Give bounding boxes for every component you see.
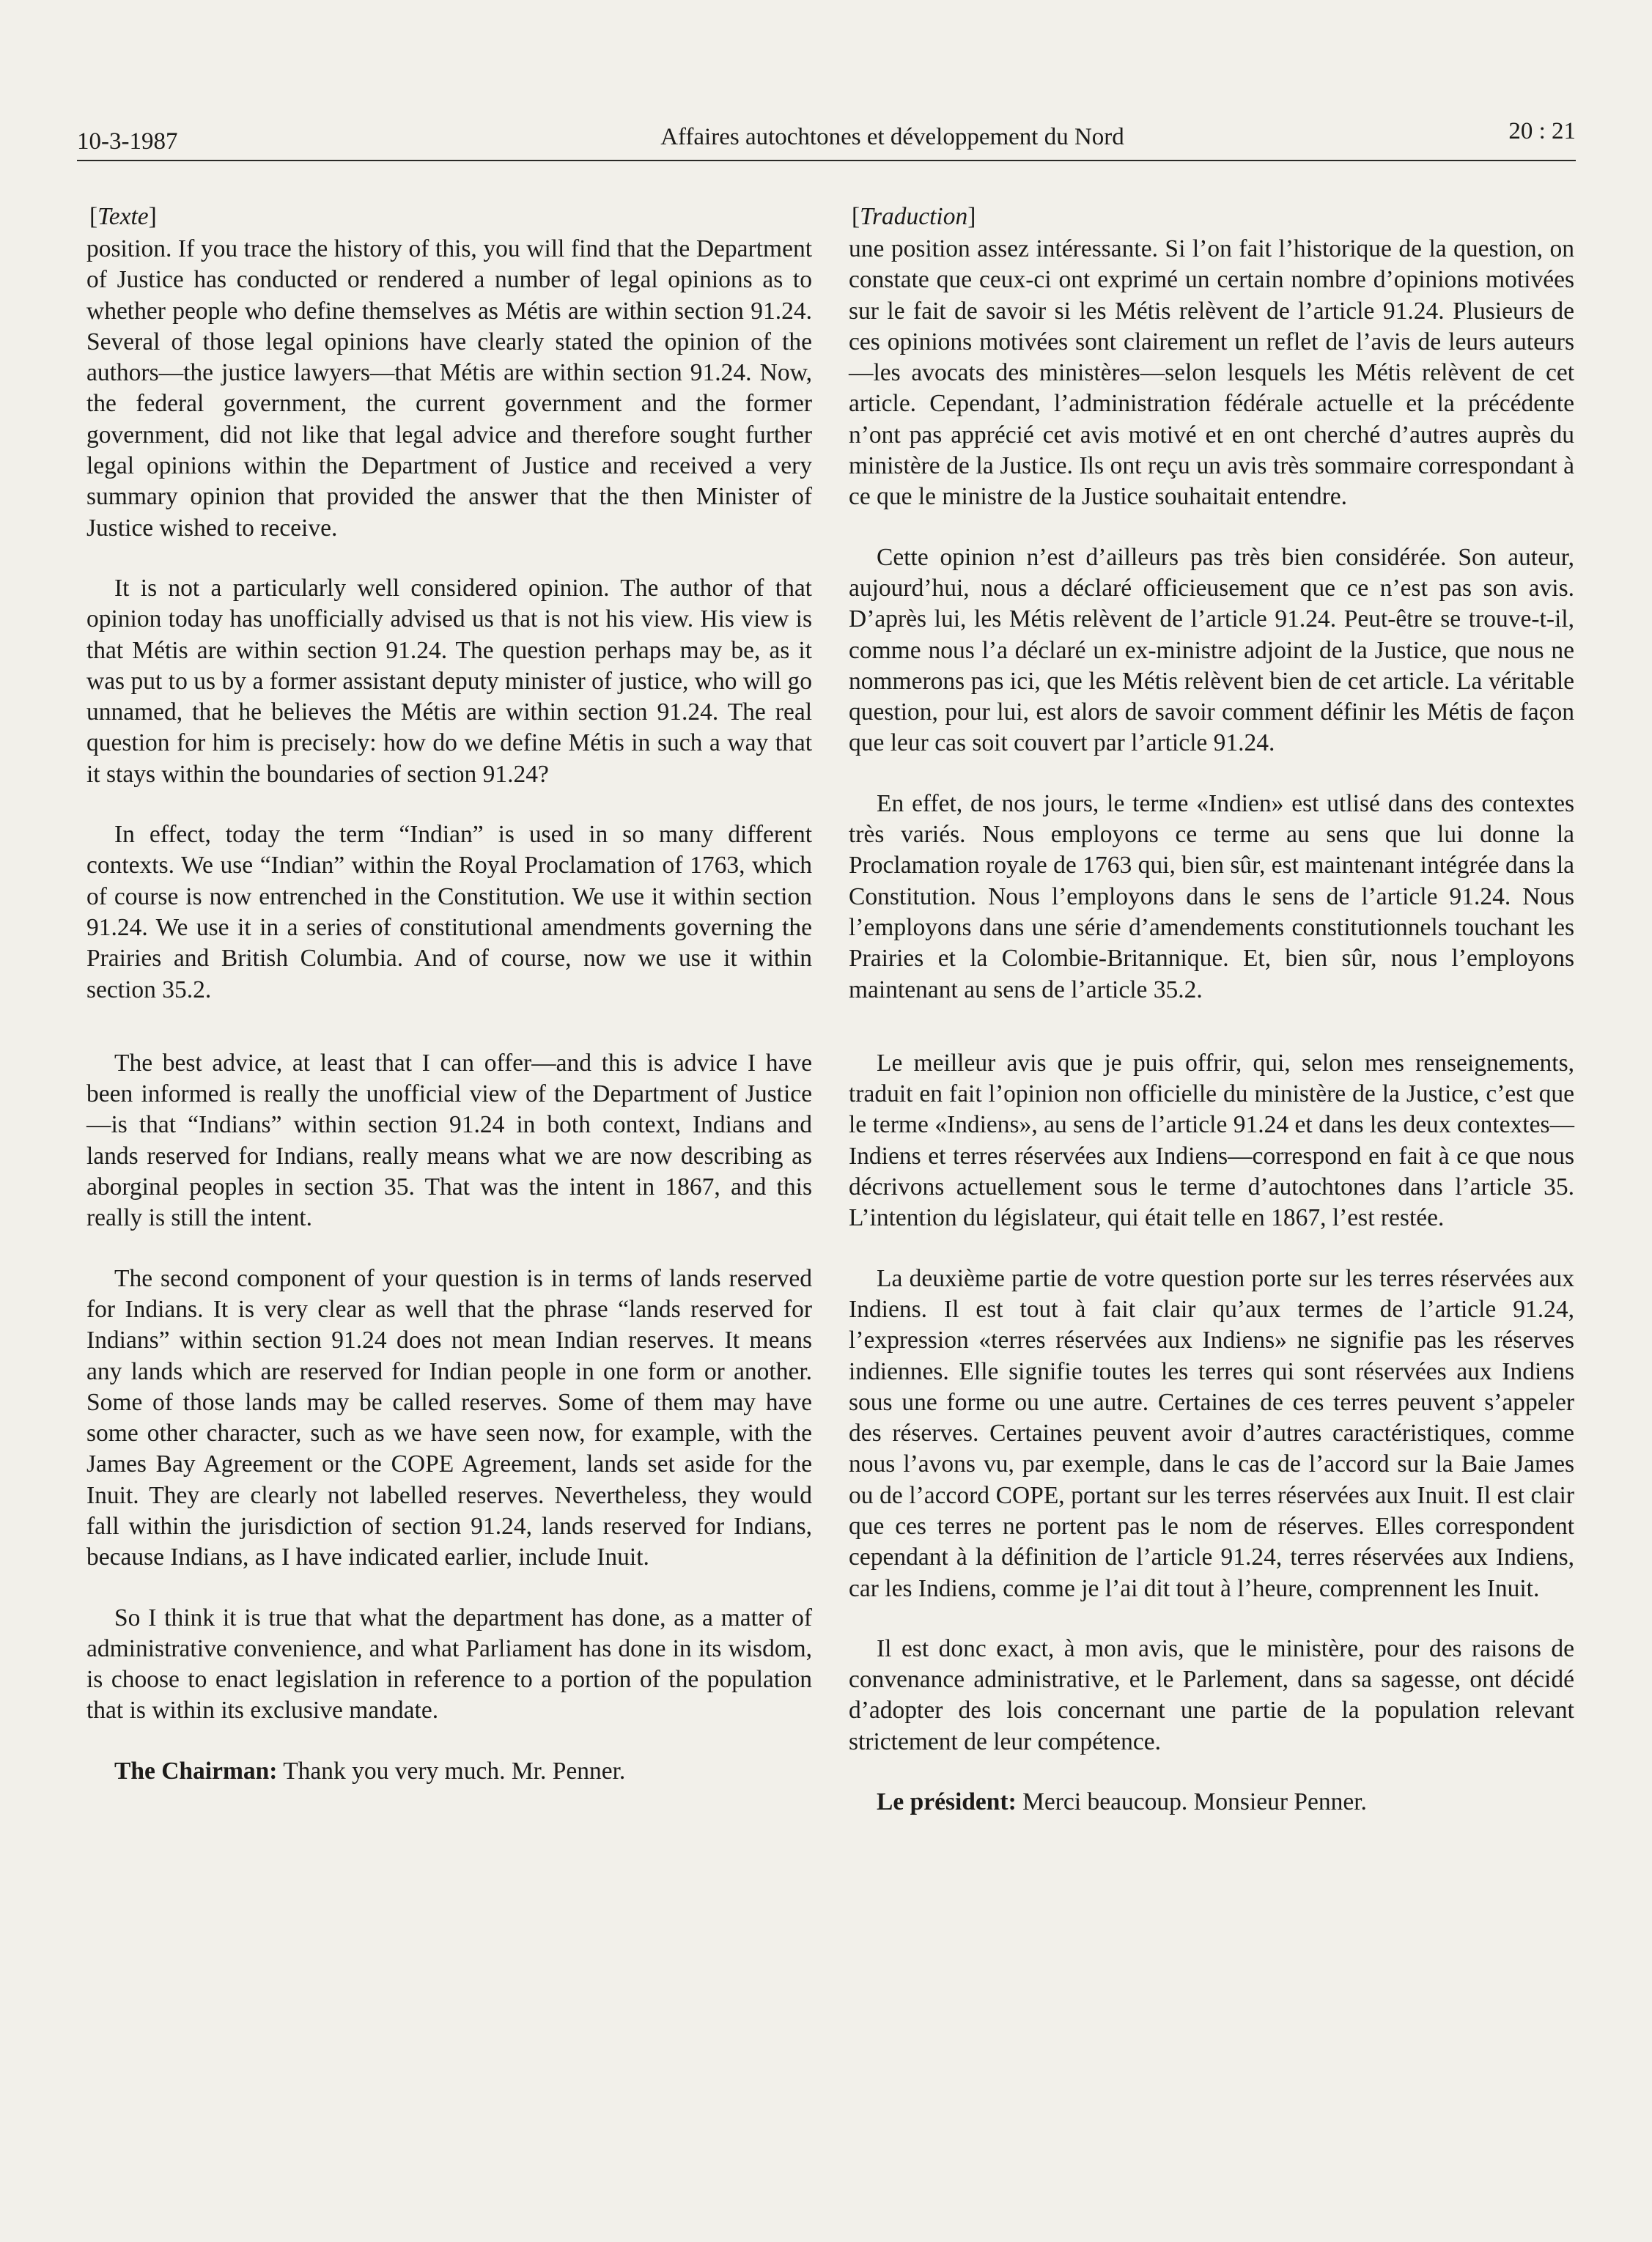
speaker-text: Thank you very much. Mr. Penner.	[277, 1757, 626, 1785]
paragraph: Le meilleur avis que je puis offrir, qui, selon mes renseignements, traduit en fait l’opinion non officielle du ministère de la Justice, c’est que le terme «Indiens», au sens de l’article 91.24 et dans les deux contextes—Indiens et terres réservées aux Indiens—correspond en fait à ce que nous décrivons actuellement sous le terme d’autochtones dans l’article 35. L’intention du législateur, qui était telle en 1867, l’est restée.	[849, 1049, 1574, 1232]
header-rule	[77, 160, 1576, 161]
paragraph: position. If you trace the history of this, you will find that the Department of Justice has conducted or rendered a number of legal opinions as to whether people who define themselves as Métis are within section 91.24. Several of those legal opinions have clearly stated the opinion of the authors—the justice lawyers—that Métis are within section 91.24. Now, the federal government, the current government and the former government, did not like that legal advice and therefore sought further legal opinions within the Department of Justice and received a very summary opinion that provided the answer that the then Minister of Justice wished to receive.	[86, 235, 812, 542]
french-column	[849, 202, 1574, 1847]
speaker-label: The Chairman:	[114, 1757, 278, 1785]
english-column	[86, 202, 812, 1816]
speaker-label: Le président:	[877, 1788, 1017, 1816]
paragraph: une position assez intéressante. Si l’on fait l’historique de la question, on constate que ceux-ci ont exprimé un certain nombre d’opinions motivées sur le fait de savoir si les Métis relèvent de l’article 91.24. Plusieurs de ces opinions motivées sont clairement un reflet de l’avis de leurs auteurs—les avocats des ministères—selon lesquels les Métis relèvent de cet article. Cependant, l’administration fédérale actuelle et la précédente n’ont pas apprécié cet avis motivé et en ont cherché d’autres auprès du ministère de la Justice. Ils ont reçu un avis très sommaire correspondant à ce que le ministre de la Justice souhaitait entendre.	[849, 235, 1574, 511]
paragraph: Cette opinion n’est d’ailleurs pas très bien considérée. Son auteur, aujourd’hui, nous a déclaré officieusement que ce n’est pas son avis. D’après lui, les Métis relèvent de l’article 91.24. Peut-être se trouve-t-il, comme nous l’a déclaré un ex-ministre adjoint de la Justice, que nous ne nommerons pas ici, que les Métis relèvent bien de cet article. La véritable question, pour lui, est alors de savoir comment définir les Métis de façon que leur cas soit couvert par l’article 91.24.	[849, 543, 1574, 757]
paragraph: The best advice, at least that I can offer—and this is advice I have been informed is really the unofficial view of the Department of Justice—is that “Indians” within section 91.24 in both context, Indians and lands reserved for Indians, really means what we are now describing as aborginal peoples in section 35. That was the intent in 1867, and this really is still the intent.	[86, 1049, 812, 1232]
header-title: Affaires autochtones et développement du Nord	[660, 124, 1124, 150]
chairman-statement	[86, 1756, 812, 1787]
paragraph: En effet, de nos jours, le terme «Indien» est utlisé dans des contextes très variés. Nous employons ce terme au sens que lui donne la Proclamation royale de 1763 qui, bien sûr, est maintenant intégrée dans la Constitution. Nous l’employons dans le sens de l’article 91.24. Nous l’employons dans une série d’amendements constitutionnels touchant les Prairies et la Colombie-Britannique. Et, bien sûr, nous l’employons maintenant au sens de l’article 35.2.	[849, 789, 1574, 1003]
paragraph: So I think it is true that what the department has done, as a matter of administrative convenience, and what Parliament has done in its wisdom, is choose to enact legislation in reference to a portion of the population that is within its exclusive mandate.	[86, 1604, 812, 1725]
page-header	[77, 110, 1576, 161]
paragraph: In effect, today the term “Indian” is used in so many different contexts. We use “Indian” within the Royal Proclamation of 1763, which of course is now entrenched in the Constitution. We use it within section 91.24. We use it in a series of constitutional amendments governing the Prairies and British Columbia. And of course, now we use it within section 35.2.	[86, 821, 812, 1003]
header-page-number: 20 : 21	[1508, 118, 1576, 144]
president-statement	[849, 1787, 1574, 1818]
header-date: 10-3-1987	[77, 128, 178, 155]
paragraph: The second component of your question is in terms of lands reserved for Indians. It is very clear as well that the phrase “lands reserved for Indians” within section 91.24 does not mean Indian reserves. It means any lands which are reserved for Indian people in one form or another. Some of those lands may be called reserves. Some of them may have some other character, such as we have seen now, for example, with the James Bay Agreement or the COPE Agreement, lands set aside for the Inuit. They are clearly not labelled reserves. Nevertheless, they would fall within the jurisdiction of section 91.24, lands reserved for Indians, because Indians, as I have indicated earlier, include Inuit.	[86, 1264, 812, 1571]
paragraph: Il est donc exact, à mon avis, que le ministère, pour des raisons de convenance administrative, et le Parlement, dans sa sagesse, ont décidé d’adopter des lois concernant une partie de la population relevant strictement de leur compétence.	[849, 1634, 1574, 1755]
speaker-text: Merci beaucoup. Monsieur Penner.	[1016, 1788, 1367, 1816]
column-tag-traduction: [Traduction]	[852, 203, 976, 230]
paragraph: La deuxième partie de votre question porte sur les terres réservées aux Indiens. Il est tout à fait clair qu’aux termes de l’article 91.24, l’expression «terres réservées aux Indiens» ne signifie pas les réserves indiennes. Elle signifie toutes les terres qui sont réservées aux Indiens sous une forme ou une autre. Certaines de ces terres peuvent s’appeler des réserves. Certaines peuvent avoir d’autres caractéristiques, comme nous l’avons vu, par exemple, dans le cas de l’accord sur la Baie James ou de l’accord COPE, portant sur les terres réservées aux Inuit. Il est clair que ces terres ne portent pas le nom de réserves. Elles correspondent cependant à la définition de l’article 91.24, terres réservées aux Indiens, car les Indiens, comme je l’ai dit tout à l’heure, comprennent les Inuit.	[849, 1264, 1574, 1602]
paragraph: It is not a particularly well considered opinion. The author of that opinion today has unofficially advised us that is not his view. His view is that Métis are within section 91.24. The question perhaps may be, as it was put to us by a former assistant deputy minister of justice, who will go unnamed, that he believes the Métis are within section 91.24. The real question for him is precisely: how do we define Métis in such a way that it stays within the boundaries of section 91.24?	[86, 574, 812, 788]
column-tag-texte: [Texte]	[89, 203, 157, 230]
